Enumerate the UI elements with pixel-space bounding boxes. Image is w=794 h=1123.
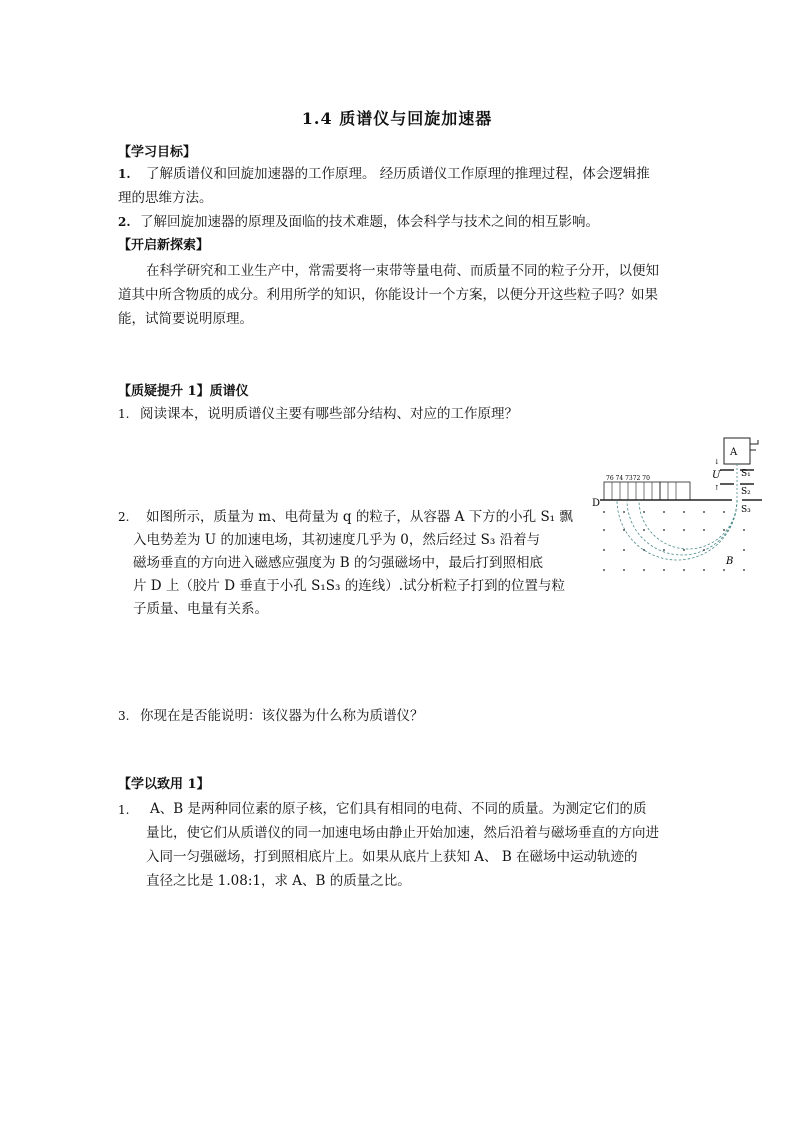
explore-line-1: 在科学研究和工业生产中，常需要将一束带等量电荷、而质量不同的粒子分开，以便知 <box>146 263 659 279</box>
objective-1-text: 了解质谱仪和回旋加速器的工作原理。 经历质谱仪工作原理的推理过程，体会逻辑推 <box>146 166 650 182</box>
explore-line-3: 能，试简要说明原理。 <box>118 311 253 327</box>
label-s3: S₃ <box>741 505 751 515</box>
explore-line-2: 道其中所含物质的成分。利用所学的知识，你能设计一个方案，以便分开这些粒子吗？如果 <box>118 287 658 303</box>
application-line-2: 量比，使它们从质谱仪的同一加速电场由静止开始加速，然后沿着与磁场垂直的方向进 <box>146 825 659 841</box>
objective-1-num: 1. <box>118 167 131 181</box>
question1-item-1 <box>118 402 518 426</box>
label-s2: S₂ <box>741 487 751 497</box>
trajectory-outer <box>617 500 737 560</box>
arrow-up-icon: ↑ <box>714 484 720 492</box>
question1-item-3 <box>118 704 424 728</box>
question1-item-2-line-4: 片 D 上（胶片 D 垂直于小孔 S₁S₃ 的连线）.试分析粒子打到的位置与粒 <box>133 578 566 594</box>
film-scale-labels: 76 74 7372 70 <box>606 475 650 482</box>
objective-1 <box>118 162 650 186</box>
label-a: A <box>730 447 738 458</box>
application-line-3: 入同一匀强磁场，打到照相底片上。如果从底片上获知 A、 B 在磁场中运动轨迹的 <box>146 849 638 865</box>
question1-item-3-num: 3. <box>118 709 130 723</box>
question1-item-1-text: 阅读课本，说明质谱仪主要有哪些部分结构、对应的工作原理？ <box>140 406 518 422</box>
trajectory-middle <box>627 500 737 555</box>
question1-item-3-text: 你现在是否能说明：该仪器为什么称为质谱仪？ <box>140 708 424 724</box>
application-heading: 【学以致用 1】 <box>118 777 210 792</box>
magnetic-field-dots <box>603 511 745 571</box>
label-u: U <box>712 470 721 481</box>
page-title: 1.4 质谱仪与回旋加速器 <box>301 109 493 128</box>
trajectory-inner <box>639 500 737 549</box>
label-s1: S₁ <box>741 469 751 479</box>
inlet-pipe <box>750 440 758 450</box>
objective-2-text: 了解回旋加速器的原理及面临的技术难题，体会科学与技术之间的相互影响。 <box>140 214 599 230</box>
explore-heading: 【开启新探索】 <box>118 238 210 253</box>
label-b: B <box>726 556 734 567</box>
objectives-heading: 【学习目标】 <box>118 145 197 160</box>
question1-item-2-line-3: 磁场垂直的方向进入磁感应强度为 B 的匀强磁场中，最后打到照相底 <box>133 555 544 571</box>
question1-item-2-line-5: 子质量、电量有关系。 <box>133 601 268 617</box>
label-d: D <box>592 498 601 509</box>
application-line-4: 直径之比是 1.08:1，求 A、B 的质量之比。 <box>146 873 411 889</box>
question1-item-2-num: 2. <box>118 510 130 524</box>
application-item-1-num: 1. <box>118 803 130 817</box>
application-line-1: A、B 是两种同位素的原子核，它们具有相同的电荷、不同的质量。为测定它们的质 <box>150 801 647 817</box>
objective-1-cont: 理的思维方法。 <box>118 190 213 206</box>
question1-item-1-num: 1. <box>118 407 130 421</box>
question1-item-2-line-2: 入电势差为 U 的加速电场，其初速度几乎为 0，然后经过 S₃ 沿着与 <box>133 532 541 548</box>
question1-item-2-line-1: 如图所示，质量为 m、电荷量为 q 的粒子，从容器 A 下方的小孔 S₁ 飘 <box>146 509 573 525</box>
film-scale <box>604 482 690 500</box>
mass-spectrometer-diagram <box>590 436 765 581</box>
objective-2 <box>118 210 599 234</box>
arrow-down-icon: ↓ <box>714 458 720 466</box>
objective-2-num: 2. <box>118 215 131 229</box>
question1-heading: 【质疑提升 1】质谱仪 <box>118 384 249 399</box>
